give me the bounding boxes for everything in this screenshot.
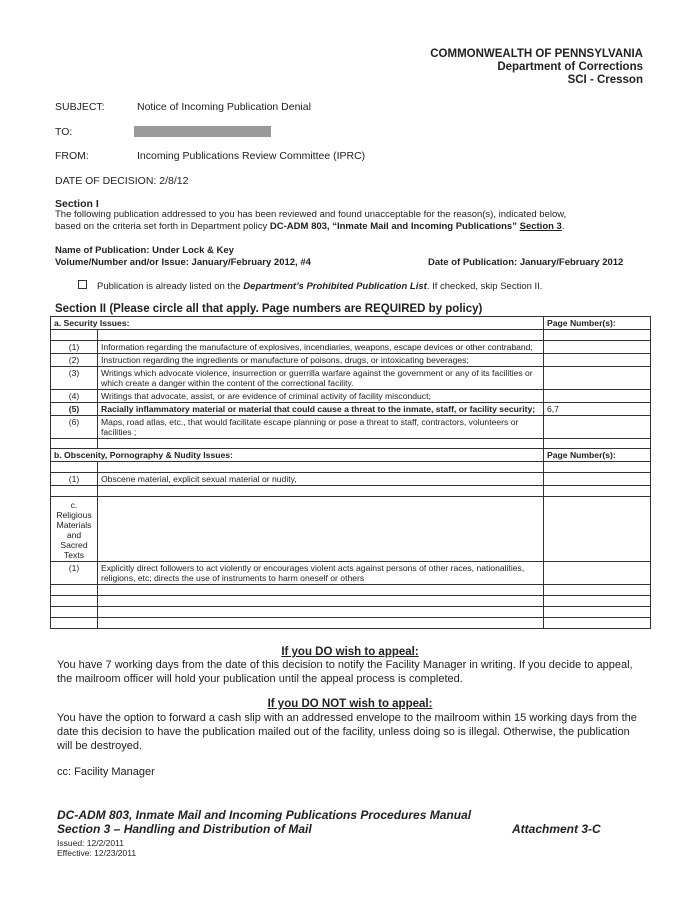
already-listed-checkbox[interactable]	[78, 280, 87, 289]
header-facility: SCI - Cresson	[567, 74, 643, 86]
security-issues-header: a. Security Issues:	[51, 317, 544, 330]
row-pages	[544, 367, 651, 390]
blank-row	[51, 486, 651, 497]
footer-attachment: Attachment 3-C	[512, 822, 601, 836]
footer-issued: Issued: 12/2/2011	[57, 838, 124, 848]
row-number: (3)	[51, 367, 98, 390]
section1-title: Section I	[55, 198, 99, 210]
already-listed-note: . If checked, skip Section II.	[426, 281, 543, 292]
section1-text	[55, 209, 655, 233]
publication-date: Date of Publication: January/February 2012	[428, 257, 624, 268]
row-text: Instruction regarding the ingredients or manufacture of poisons, drugs, or intoxicating beverages;	[98, 354, 544, 367]
security-page-numbers-header: Page Number(s):	[544, 317, 651, 330]
header-commonwealth: COMMONWEALTH OF PENNSYLVANIA	[430, 48, 643, 60]
appeal-donot-text: You have the option to forward a cash slip with an addressed envelope to the mailroom within 15 working days from the date this decision to have the publication mailed out of the facility, unless doing so is illegal. Otherwise, the publication will be destroyed.	[57, 712, 637, 752]
section2-table	[50, 316, 651, 629]
table-row	[51, 367, 651, 390]
row-text: Racially inflammatory material or material that could cause a threat to the inmate, staff, or facility security;	[98, 403, 544, 416]
blank-row	[51, 596, 651, 607]
row-number: (1)	[51, 341, 98, 354]
row-pages	[544, 562, 651, 585]
date-of-decision: DATE OF DECISION: 2/8/12	[55, 175, 189, 187]
footer-manual-title: DC-ADM 803, Inmate Mail and Incoming Publications Procedures Manual	[57, 808, 472, 822]
table-row	[51, 416, 651, 439]
publication-volume: Volume/Number and/or Issue: January/February 2012, #4	[55, 257, 311, 268]
religious-materials-row	[51, 497, 651, 562]
section1-policy-section: Section 3	[519, 221, 562, 232]
blank-row	[51, 462, 651, 473]
to-label: TO:	[55, 126, 73, 138]
row-number: (2)	[51, 354, 98, 367]
row-text: Writings that advocate, assist, or are evidence of criminal activity of facility misconduct;	[98, 390, 544, 403]
appeal-do-title: If you DO wish to appeal:	[281, 646, 419, 658]
appeal-do-text: You have 7 working days from the date of this decision to notify the Facility Manager in writing. If you decide to appeal, the mailroom officer will hold your publication until the appeal process is completed.	[57, 659, 633, 685]
blank-row	[51, 330, 651, 341]
blank-row	[51, 607, 651, 618]
row-text: Writings which advocate violence, insurrection or guerrilla warfare against the government or any of its facilities or which create a danger within the content of the correctional facility.	[98, 367, 544, 390]
publication-name: Name of Publication: Under Lock & Key	[55, 245, 234, 256]
already-listed-text: Publication is already listed on the	[97, 281, 241, 292]
footer-effective: Effective: 12/23/2011	[57, 848, 137, 858]
subject-label: SUBJECT:	[55, 101, 105, 113]
section1-text-line2	[55, 221, 655, 233]
blank-row	[51, 439, 651, 449]
row-number: (4)	[51, 390, 98, 403]
cc-line: cc: Facility Manager	[57, 766, 155, 778]
row-pages	[544, 416, 651, 439]
blank-row	[51, 585, 651, 596]
security-header-row	[51, 317, 651, 330]
row-pages	[544, 354, 651, 367]
section1-policy-name: DC-ADM 803, “Inmate Mail and Incoming Publications”	[269, 221, 517, 232]
row-text: Information regarding the manufacture of explosives, incendiaries, weapons, escape devices or other contraband;	[98, 341, 544, 354]
from-value: Incoming Publications Review Committee (IPRC)	[137, 150, 366, 162]
row-text: Maps, road atlas, etc., that would facilitate escape planning or pose a threat to staff, contractors, volunteers or facilities ;	[98, 416, 544, 439]
row-number: (5)	[51, 403, 98, 416]
from-label: FROM:	[55, 150, 89, 162]
row-number: (6)	[51, 416, 98, 439]
section1-text-line1: The following publication addressed to you has been reviewed and found unacceptable for the reason(s), indicated below,	[55, 209, 567, 220]
obscenity-issues-header: b. Obscenity, Pornography & Nudity Issues:	[51, 449, 544, 462]
section2-title: Section II (Please circle all that apply. Page numbers are REQUIRED by policy)	[55, 303, 483, 315]
redacted-recipient	[134, 126, 271, 137]
section1-text-end: .	[561, 221, 565, 232]
footer-section-title: Section 3 – Handling and Distribution of Mail	[57, 822, 312, 836]
row-number: (1)	[51, 562, 98, 585]
table-row	[51, 341, 651, 354]
table-row	[51, 562, 651, 585]
table-row-selected	[51, 403, 651, 416]
table-row	[51, 354, 651, 367]
header-department: Department of Corrections	[497, 61, 643, 73]
table-row	[51, 473, 651, 486]
religious-materials-label: c. Religious Materials and Sacred Texts	[51, 497, 98, 562]
prohibited-list-name: Department’s Prohibited Publication List	[243, 281, 427, 292]
section1-text-b: based on the criteria set forth in Department policy	[55, 221, 268, 232]
row-pages	[544, 473, 651, 486]
row-text: Obscene material, explicit sexual material or nudity,	[98, 473, 544, 486]
table-row	[51, 390, 651, 403]
row-pages: 6,7	[544, 403, 651, 416]
appeal-donot-title: If you DO NOT wish to appeal:	[267, 698, 433, 710]
row-pages	[544, 390, 651, 403]
row-number: (1)	[51, 473, 98, 486]
blank-row	[51, 618, 651, 629]
row-pages	[544, 341, 651, 354]
subject-value: Notice of Incoming Publication Denial	[137, 101, 311, 113]
row-text: Explicitly direct followers to act violently or encourages violent acts against persons of other races, nationalities, religions, etc; directs the use of instruments to harm oneself or others	[98, 562, 544, 585]
obscenity-header-row	[51, 449, 651, 462]
already-listed-row	[78, 280, 542, 293]
obscenity-page-numbers-header: Page Number(s):	[544, 449, 651, 462]
